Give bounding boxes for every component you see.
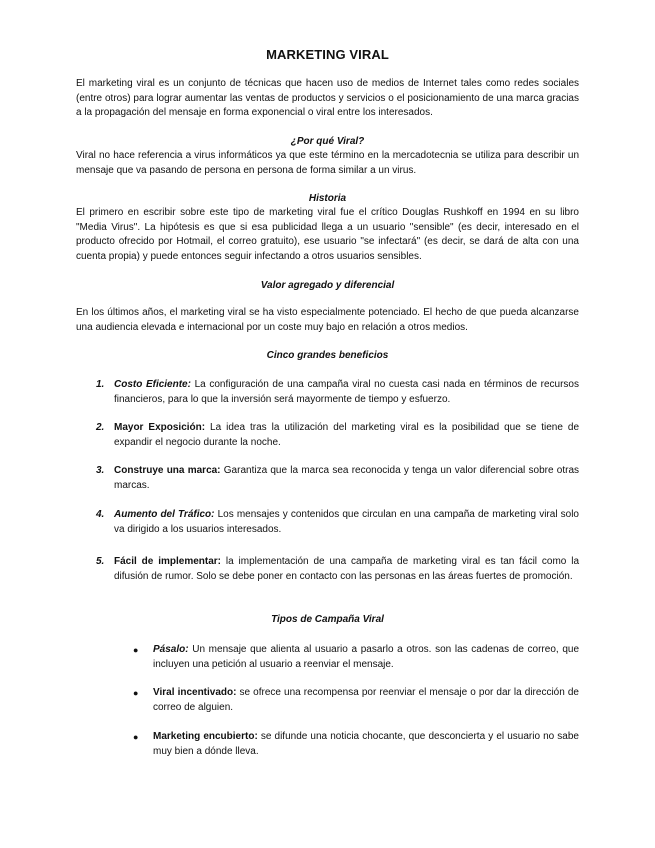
benefit-term: Mayor Exposición: (114, 422, 206, 433)
campaign-type-text: se difunde una noticia chocante, que desconcierta y el usuario no sabe muy bien a dónde lleva. (153, 731, 579, 757)
list-number: 3. (96, 465, 105, 476)
section-heading-beneficios: Cinco grandes beneficios (266, 350, 389, 361)
benefit-term: Construye una marca: (114, 465, 221, 476)
valor-paragraph: En los últimos años, el marketing viral se ha visto especialmente potenciado. El hecho de que pueda alcanzarse una audiencia elevada e internacional por un coste muy bajo en relación a otros medios. (76, 307, 579, 333)
campaign-type-term: Pásalo: (153, 644, 189, 655)
campaign-type-term: Viral incentivado: (153, 687, 237, 698)
intro-paragraph: El marketing viral es un conjunto de técnicas que hacen uso de medios de Internet tales como redes sociales (entre otros) para lograr aumentar las ventas de productos y servicios o el posicionamiento de una marca gracias a la propagación del mensaje en forma exponencial o viral entre los interesados. (76, 78, 579, 118)
bullet-icon: ● (133, 732, 139, 742)
list-number: 1. (96, 379, 105, 390)
benefit-term: Fácil de implementar: (114, 556, 222, 567)
por-que-paragraph: Viral no hace referencia a virus informáticos ya que este término en la mercadotecnia se utiliza para describir un mensaje que va pasando de persona en persona de forma similar a un virus. (76, 150, 579, 176)
campaign-type-text: se ofrece una recompensa por reenviar el mensaje o por dar la dirección de correo de alguien. (153, 687, 579, 713)
section-heading-tipos: Tipos de Campaña Viral (271, 614, 384, 625)
list-number: 4. (96, 509, 105, 520)
benefit-text: La configuración de una campaña viral no cuesta casi nada en términos de recursos financieros, para lo que la inversión será mayormente de tiempo y esfuerzo. (114, 379, 579, 405)
bullet-icon: ● (133, 688, 139, 698)
benefit-text: la implementación de una campaña de marketing viral es tan fácil como la difusión de rumor. Solo se debe poner en contacto con las personas en las áreas fuertes de promoción. (114, 556, 580, 582)
historia-paragraph: El primero en escribir sobre este tipo de marketing viral fue el crítico Douglas Rushkoff en 1994 en su libro "Media Virus". La hipótesis es que si esa publicidad llega a un usuario "sensible" (es decir, interesado en el producto ofrecido por Hotmail, el correo gratuito), ese usuario "se infectará" (es decir, se dará de alta con una cuenta propia) y puede entonces seguir infectando a otros usuarios sensibles. (76, 207, 579, 262)
benefit-text: Los mensajes y contenidos que circulan en una campaña de marketing viral solo va dirigido a los usuarios interesados. (114, 509, 579, 535)
section-heading-historia: Historia (308, 193, 347, 204)
list-number: 2. (96, 422, 105, 433)
benefit-term: Costo Eficiente: (114, 379, 191, 390)
campaign-type-text: Un mensaje que alienta al usuario a pasarlo a otros. son las cadenas de correo, que incluyen una petición al usuario a reenviar el mensaje. (153, 644, 579, 670)
section-heading-por-que: ¿Por qué Viral? (290, 136, 365, 147)
document-title: MARKETING VIRAL (266, 47, 389, 62)
list-number: 5. (96, 556, 105, 567)
benefit-term: Aumento del Tráfico: (114, 509, 215, 520)
benefit-text: Garantiza que la marca sea reconocida y tenga un valor diferencial sobre otras marcas. (114, 465, 580, 491)
benefit-text: La idea tras la utilización del marketing viral es la posibilidad que se tiene de expandir el negocio durante la noche. (114, 422, 580, 448)
bullet-icon: ● (133, 645, 139, 655)
section-heading-valor: Valor agregado y diferencial (260, 280, 395, 291)
campaign-type-term: Marketing encubierto: (153, 731, 258, 742)
